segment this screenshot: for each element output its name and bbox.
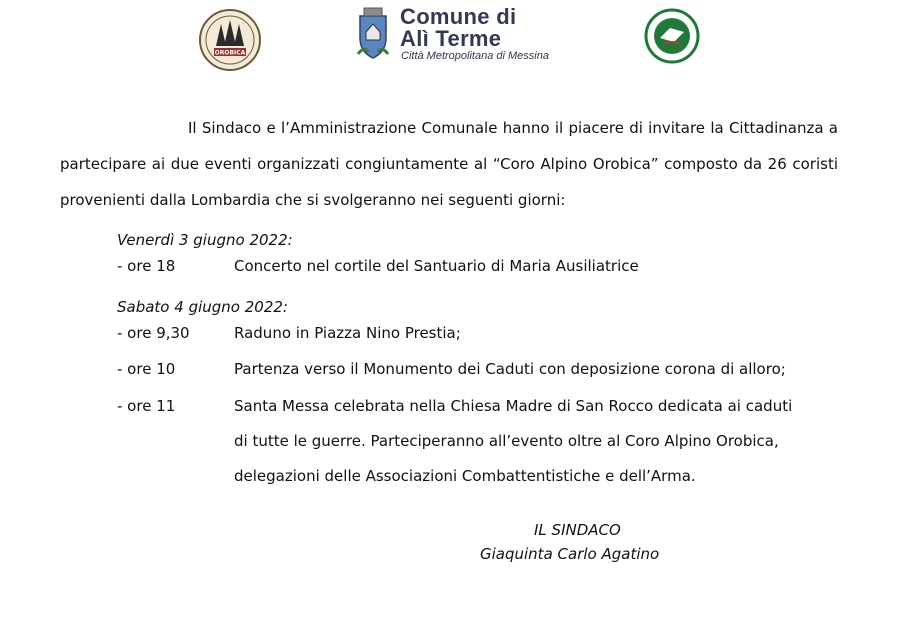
event-desc: Santa Messa celebrata nella Chiesa Madre di San Rocco dedicata ai caduti — [234, 397, 793, 415]
comune-crest-icon — [354, 6, 392, 64]
left-logo-text: OROBICA — [214, 49, 246, 57]
event-desc: Partenza verso il Monumento dei Caduti con deposizione corona di alloro; — [234, 360, 786, 378]
event-time: - ore 10 — [117, 360, 176, 378]
day2-title: Sabato 4 giugno 2022: — [117, 298, 288, 316]
event-desc: Concerto nel cortile del Santuario di Maria Ausiliatrice — [234, 257, 639, 275]
event-desc-continuation: di tutte le guerre. Parteciperanno all’evento oltre al Coro Alpino Orobica, — [234, 432, 779, 450]
signature-name: Giaquinta Carlo Agatino — [480, 545, 660, 563]
event-time: - ore 9,30 — [117, 324, 190, 342]
comune-name-line1: Comune di — [400, 4, 517, 29]
coro-orobica-logo — [198, 8, 262, 72]
event-desc: Raduno in Piazza Nino Prestia; — [234, 324, 461, 342]
event-desc-continuation: delegazioni delle Associazioni Combattentistiche e dell’Arma. — [234, 467, 696, 485]
intro-text: Il Sindaco e l’Amministrazione Comunale hanno il piacere di invitare la Cittadinanza a partecipare ai due eventi organizzati congiuntamente al “Coro Alpino Orobica” composto da 26 coristi provenienti dalla Lombardia che si svolgeranno nei seguenti giorni: — [60, 119, 838, 209]
day1-title: Venerdì 3 giugno 2022: — [117, 231, 293, 249]
event-time: - ore 18 — [117, 257, 176, 275]
signature-title: IL SINDACO — [534, 521, 621, 539]
comune-name-line2: Alì Terme — [400, 26, 502, 51]
event-row — [117, 360, 837, 380]
comune-subtitle: Città Metropolitana di Messina — [401, 50, 549, 62]
event-time: - ore 11 — [117, 397, 176, 415]
event-row — [117, 324, 817, 344]
associazione-alpini-logo — [644, 8, 700, 64]
event-row — [117, 397, 837, 417]
event-row — [117, 257, 717, 277]
intro-paragraph — [60, 110, 838, 218]
